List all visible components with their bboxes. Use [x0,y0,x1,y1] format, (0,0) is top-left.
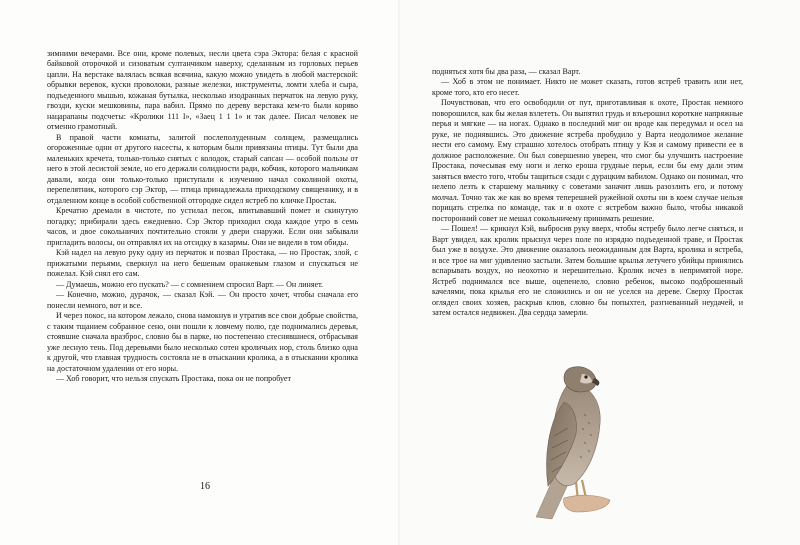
paragraph: Кречатно дремали в чистоте, по устилал песок, впитывавший помет и скинутую погадку; прибирали здесь ежедневно. Сэр Эктор приходил сюда каждое утро в семь часов, и двое сокольничих почтительно стояли у двери снаружи. Если они забывали пригладить волосы, он отправлял их на отсидку в казармы. Они не видели в том обиды. [47,206,358,247]
hawk-illustration-icon [518,362,628,520]
right-text-block [432,67,743,319]
left-text-block [47,49,358,385]
paragraph: — Хоб в этом не понимает. Никто не может сказать, готов ястреб травить или нет, кроме того, кто его несет. [432,77,743,97]
paragraph: — Хоб говорит, что нельзя спускать Простака, пока он не попробует [56,374,292,384]
paragraph: И через покос, на котором лежало, снова намокнув и утратив все свои добрые свойства, с таким тщанием собранное сено, они пошли к ловчему полю, где поднимались деревья, стоявшие сначала вразброс, словно бы в парке, но постепенно стеснявшиеся, отбрасывая уже лесную тень. Под деревьями было несколько сотен кроличьих нор, столь близко одна к другой, что главная трудность состояла не в отыскании кролика, а в отыскании кролика на достаточном удалении от его норы. [47,311,358,373]
paragraph: — Пошел! — крикнул Кэй, выбросив руку вверх, чтобы ястребу было легче сняться, и Варт увидел, как кролик прыснул через поле по изрядно подъеденной траве, и Простак был уже в воздухе. Это движение оказалось неожиданным для Варта, кролика и ястреба, и все трое на миг удивленно застыли. Затем большие крылья летучего убийцы принялись вспарывать воздух, но неохотно и нерешительно. Кролик исчез в непримятой норе. Ястреб поднимался все выше, оцепенело, словно ребенок, высоко подброшенный качелями, пока крылья его не сложились и он не уселся на дереве. Сверху Простак оглядел своих хозяев, раскрыв клюв, словно бы попыхтел, разгневанный неудачей, и затем остался недвижен. Два сердца замерли. [432,224,743,318]
paragraph: — Конечно, можно, дурачок, — сказал Кэй. — Он просто хочет, чтобы сначала его понесли немного, вот и все. [47,290,358,310]
paragraph: зимними вечерами. Все они, кроме полевых, несли цвета сэра Эктора: белая с красной байковой оторочкой и сизоватым султанчиком наверху, сделанным из горловых перьев цапли. На верстаке валялась всякая всячина, какую можно увидеть в любой мастерской: обрывки веревок, куски проволоки, разные железки, инструменты, ломти хлеба и сыра, подъеденного мышью, кожаная бутылка, несколько изодранных перчаток на левую руку, гвозди, куски мешковины, пара вабил. Прямо по дереву верстака кем-то были корявo нацарапаны подсчеты: «Кролики 111 I», «Заец 1 1 1» и так далее. Писал человек не отменно грамотный. [47,49,358,132]
page-number: 16 [200,481,210,492]
paragraph: — Думаешь, можно его пускать? — с сомнением спросил Варт. — Он линяет. [56,279,324,289]
paragraph: Кэй надел на левую руку одну из перчаток и позвал Простака, — но Простак, злой, с прижатыми перьями, сверкнул на него бешеным оранжевым глазом и спускаться не пожелал. Кэй снял его сам. [47,248,358,279]
paragraph: Почувствовав, что его освободили от пут, приготавливая к охоте, Простак немного поворошился, как бы желая взлететь. Он выпятил грудь и взъерошил короткие напряжные перья и мягкие — на ногах. Однако в последний миг он вроде как передумал и осел на руке, не поднявшись. Это движение ястреба пробудило у Варта неодолимое желание нести его самому. Ему страшно хотелось отобрать птицу у Кэя и самому привести ее в должное расположение. Он был совершенно уверен, что смог бы улучшить настроение Простака, почесывая ему ноги и легко ероша грудные перья, если бы ему дали этим заняться вместо того, чтобы тащиться сзади с дурацким вабилом. Однако он понимал, что нелепо лезть к старшему мальчику с советами заначит лишь разозлить его, и потому молчал. Точно так же как во время теперешней ружейной охоты ни в коем случае нельзя порицать стрелка по команде, так и в охоте с ястребом важно было, чтобы никакой посторонний совет не мешал сокольничему принимать решение. [432,98,743,223]
paragraph: В правой части комнаты, залитой послеполуденным солнцем, размещались огороженные одни от другого насесты, к которым были привязаны птицы. Тут были два маленьких кречета, только-только снятых с колодок, старый сапсан — особой пользы от него в этой лесистой земле, но его держали солидности ради, кобчик, которого мальчикам давали, когда они только-только приступали к изучению начал соколиной охоты, перепелятник, которого сэр Эктор, — птица принадлежала приходскому священнику, и в отдаленном конце в особой собственной отгородке сидел ястреб по кличке Простак. [47,132,358,205]
paragraph: подняться хотя бы два раза, — сказал Варт. [432,67,581,76]
